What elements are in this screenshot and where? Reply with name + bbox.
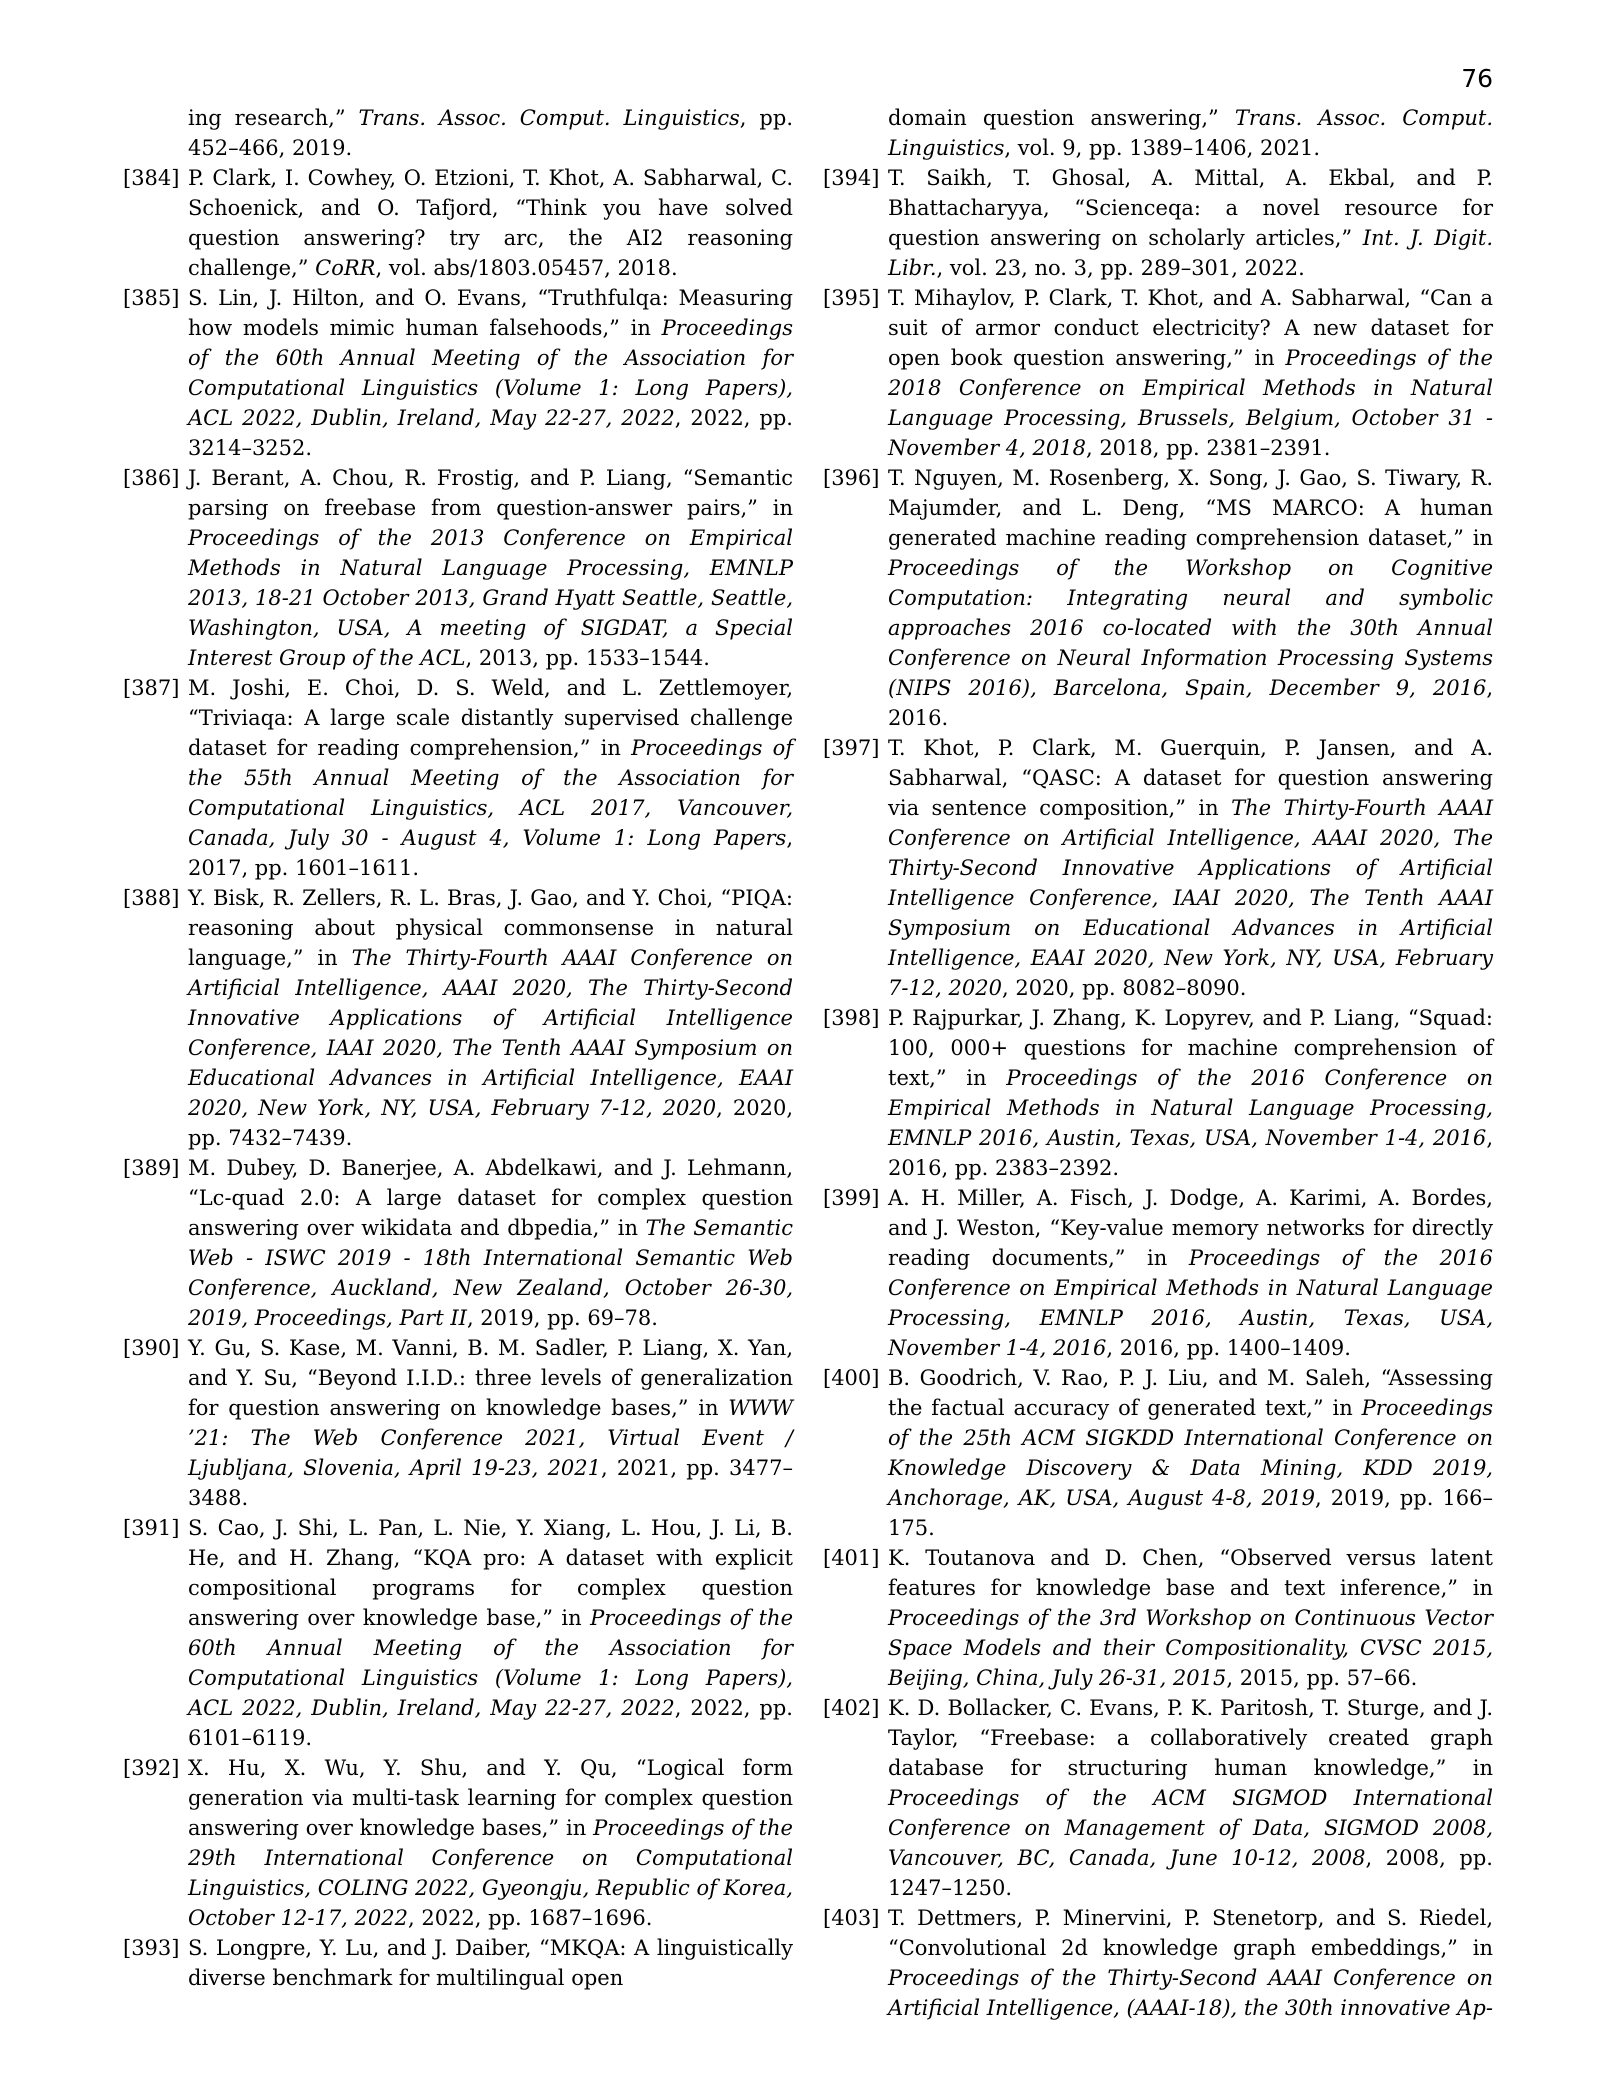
reference-venue-text: Proceedings of the ACM SIGMOD International Conference on Management of Data, SIGMOD 2008, Vancouver, BC, Canada, June 10-12, 2008 (888, 1786, 1493, 1870)
reference-text: P. Rajpurkar, J. Zhang, K. Lopyrev, and P. Liang, “Squad: 100, 000+ questions for machine comprehension of text,” in (888, 1006, 1493, 1090)
reference-text: , 2018, pp. 2381–2391. (1085, 436, 1331, 460)
reference-venue-text: Proceedings of the Workshop on Cognitive Computation: Integrating neural and symbolic approaches 2016 co-located with the 30th Annual Conference on Neural Information Processing Systems (NIPS 2016), Barcelona, Spain, December 9, 2016 (888, 556, 1493, 700)
reference-venue-text: Proceedings of the 2013 Conference on Empirical Methods in Natural Language Processing, EMNLP 2013, 18-21 October 2013, Grand Hyatt Seattle, Seattle, Washington, USA, A meeting of SIGDAT, a Special Interest Group of the ACL (188, 526, 793, 670)
reference-text: , 2020, pp. 8082–8090. (1001, 976, 1247, 1000)
reference-text: , vol. 23, no. 3, pp. 289–301, 2022. (936, 256, 1305, 280)
reference-venue-text: Int. J. Digit. Libr. (888, 226, 1493, 280)
reference-text: S. Longpre, Y. Lu, and J. Daiber, “MKQA: A linguistically diverse benchmark for multilingual open (188, 1936, 793, 1990)
reference-label: [396] (823, 466, 880, 490)
reference-text: , 2016. (888, 676, 1493, 730)
reference-text: , 2015, pp. 57–66. (1226, 1666, 1418, 1690)
reference-continuation (823, 103, 1493, 163)
reference-text: , 2008, pp. 1247–1250. (888, 1846, 1493, 1900)
reference-venue-text: Proceedings of the 3rd Workshop on Continuous Vector Space Models and their Compositionality, CVSC 2015, Beijing, China, July 26-31, 2015 (888, 1606, 1493, 1690)
reference-item (823, 463, 1493, 733)
reference-label: [399] (823, 1186, 880, 1210)
reference-label: [386] (123, 466, 180, 490)
reference-label: [401] (823, 1546, 880, 1570)
reference-item (823, 1693, 1493, 1903)
reference-text: J. Berant, A. Chou, R. Frostig, and P. Liang, “Semantic parsing on freebase from question-answer pairs,” in (188, 466, 793, 520)
reference-text: , 2022, pp. 3214–3252. (188, 406, 793, 460)
reference-text: M. Joshi, E. Choi, D. S. Weld, and L. Zettlemoyer, “Triviaqa: A large scale distantly supervised challenge dataset for reading comprehension,” in (188, 676, 793, 760)
reference-text: S. Cao, J. Shi, L. Pan, L. Nie, Y. Xiang, L. Hou, J. Li, B. He, and H. Zhang, “KQA pro: A dataset with explicit compositional programs for complex question answering over knowledge base,” in (188, 1516, 793, 1630)
reference-text: , 2021, pp. 3477–3488. (188, 1456, 793, 1510)
reference-venue-text: Proceedings of the 55th Annual Meeting of the Association for Computational Linguistics, ACL 2017, Vancouver, Canada, July 30 - August 4, Volume 1: Long Papers (188, 736, 793, 850)
reference-label: [391] (123, 1516, 180, 1540)
reference-item (123, 1153, 793, 1333)
reference-label: [392] (123, 1756, 180, 1780)
reference-item (123, 1933, 793, 1993)
reference-text: T. Saikh, T. Ghosal, A. Mittal, A. Ekbal, and P. Bhattacharyya, “Scienceqa: a novel resource for question answering on scholarly articles,” (888, 166, 1493, 250)
reference-text: K. Toutanova and D. Chen, “Observed versus latent features for knowledge base and text inference,” in (888, 1546, 1493, 1600)
reference-item (123, 283, 793, 463)
reference-venue-text: The Thirty-Fourth AAAI Conference on Artificial Intelligence, AAAI 2020, The Thirty-Second Innovative Applications of Artificial Intelligence Conference, IAAI 2020, The Tenth AAAI Symposium on Educational Advances in Artificial Intelligence, EAAI 2020, New York, NY, USA, February 7-12, 2020 (888, 796, 1493, 1000)
reference-venue-text: WWW ’21: The Web Conference 2021, Virtual Event / Ljubljana, Slovenia, April 19-23, 2021 (188, 1396, 793, 1480)
reference-venue-text: Proceedings of the 60th Annual Meeting of the Association for Computational Linguistics (Volume 1: Long Papers), ACL 2022, Dublin, Ireland, May 22-27, 2022 (188, 1606, 793, 1720)
reference-item (123, 1513, 793, 1753)
reference-text: B. Goodrich, V. Rao, P. J. Liu, and M. Saleh, “Assessing the factual accuracy of generated text,” in (888, 1366, 1493, 1420)
reference-text: A. H. Miller, A. Fisch, J. Dodge, A. Karimi, A. Bordes, and J. Weston, “Key-value memory networks for directly reading documents,” in (888, 1186, 1493, 1270)
reference-label: [403] (823, 1906, 880, 1930)
reference-venue-text: Trans. Assoc. Comput. Linguistics (888, 106, 1493, 160)
references-column-left (123, 103, 793, 1993)
reference-venue-text: Proceedings of the 29th International Conference on Computational Linguistics, COLING 2022, Gyeongju, Republic of Korea, October 12-17, 2022 (188, 1816, 793, 1930)
reference-venue-text: Proceedings of the Thirty-Second AAAI Conference on Artificial Intelligence, (AAAI-18), the 30th innovative Ap- (888, 1966, 1493, 2020)
references-column-right (823, 103, 1493, 2023)
reference-text: M. Dubey, D. Banerjee, A. Abdelkawi, and J. Lehmann, “Lc-quad 2.0: A large dataset for complex question answering over wikidata and dbpedia,” in (188, 1156, 793, 1240)
reference-item (123, 163, 793, 283)
reference-venue-text: Proceedings of the 2016 Conference on Empirical Methods in Natural Language Processing, EMNLP 2016, Austin, Texas, USA, November 1-4, 2016 (888, 1246, 1494, 1360)
reference-item (823, 1543, 1493, 1693)
reference-text: , vol. 9, pp. 1389–1406, 2021. (1004, 136, 1321, 160)
reference-item (823, 1183, 1493, 1363)
reference-label: [397] (823, 736, 880, 760)
reference-text: domain question answering,” (888, 106, 1235, 130)
reference-text: ing research,” (188, 106, 359, 130)
reference-venue-text: The Semantic Web - ISWC 2019 - 18th International Semantic Web Conference, Auckland, New Zealand, October 26-30, 2019, Proceedings, Part II (188, 1216, 793, 1330)
reference-item (123, 1753, 793, 1933)
reference-text: , vol. abs/1803.05457, 2018. (375, 256, 678, 280)
reference-text: , 2019, pp. 69–78. (466, 1306, 658, 1330)
reference-label: [390] (123, 1336, 180, 1360)
reference-text: Y. Bisk, R. Zellers, R. L. Bras, J. Gao, and Y. Choi, “PIQA: reasoning about physical commonsense in natural language,” in (188, 886, 793, 970)
reference-venue-text: Proceedings of the 2016 Conference on Empirical Methods in Natural Language Processing, EMNLP 2016, Austin, Texas, USA, November 1-4, 2016 (888, 1066, 1493, 1150)
reference-text: , pp. 452–466, 2019. (188, 106, 793, 160)
reference-label: [389] (123, 1156, 180, 1180)
reference-venue-text: The Thirty-Fourth AAAI Conference on Artificial Intelligence, AAAI 2020, The Thirty-Second Innovative Applications of Artificial Intelligence Conference, IAAI 2020, The Tenth AAAI Symposium on Educational Advances in Artificial Intelligence, EAAI 2020, New York, NY, USA, February 7-12, 2020 (188, 946, 793, 1120)
reference-label: [393] (123, 1936, 180, 1960)
reference-text: , 2016, pp. 2383–2392. (888, 1126, 1493, 1180)
reference-venue-text: Trans. Assoc. Comput. Linguistics (358, 106, 740, 130)
reference-item (123, 883, 793, 1153)
reference-text: , 2013, pp. 1533–1544. (465, 646, 710, 670)
reference-venue-text: Proceedings of the 60th Annual Meeting of the Association for Computational Linguistics (Volume 1: Long Papers), ACL 2022, Dublin, Ireland, May 22-27, 2022 (188, 316, 793, 430)
reference-label: [400] (823, 1366, 880, 1390)
reference-text: T. Dettmers, P. Minervini, P. Stenetorp, and S. Riedel, “Convolutional 2d knowledge graph embeddings,” in (888, 1906, 1493, 1960)
reference-text: , 2020, pp. 7432–7439. (188, 1096, 793, 1150)
reference-item (123, 1333, 793, 1513)
reference-label: [387] (123, 676, 180, 700)
reference-text: T. Khot, P. Clark, M. Guerquin, P. Jansen, and A. Sabharwal, “QASC: A dataset for question answering via sentence composition,” in (888, 736, 1493, 820)
reference-item (823, 1363, 1493, 1543)
reference-venue-text: Proceedings of the 2018 Conference on Empirical Methods in Natural Language Processing, Brussels, Belgium, October 31 - November 4, 2018 (888, 346, 1493, 460)
reference-text: , 2019, pp. 166–175. (888, 1486, 1493, 1540)
reference-text: S. Lin, J. Hilton, and O. Evans, “Truthfulqa: Measuring how models mimic human falsehoods,” in (188, 286, 793, 340)
reference-item (823, 283, 1493, 463)
reference-label: [385] (123, 286, 180, 310)
reference-text: K. D. Bollacker, C. Evans, P. K. Paritosh, T. Sturge, and J. Taylor, “Freebase: a collaboratively created graph database for structuring human knowledge,” in (888, 1696, 1493, 1780)
reference-venue-text: CoRR (315, 256, 376, 280)
reference-item (823, 163, 1493, 283)
reference-venue-text: Proceedings of the 25th ACM SIGKDD International Conference on Knowledge Discovery & Data Mining, KDD 2019, Anchorage, AK, USA, August 4-8, 2019 (888, 1396, 1493, 1510)
reference-item (823, 1903, 1493, 2023)
reference-item (823, 733, 1493, 1003)
reference-text: , 2017, pp. 1601–1611. (188, 826, 793, 880)
reference-item (123, 463, 793, 673)
reference-label: [394] (823, 166, 880, 190)
reference-label: [388] (123, 886, 180, 910)
reference-item (123, 673, 793, 883)
reference-label: [395] (823, 286, 880, 310)
reference-label: [398] (823, 1006, 880, 1030)
page-number: 76 (1461, 64, 1493, 93)
reference-text: T. Nguyen, M. Rosenberg, X. Song, J. Gao, S. Tiwary, R. Majumder, and L. Deng, “MS MARCO: A human generated machine reading comprehension dataset,” in (888, 466, 1493, 550)
reference-text: X. Hu, X. Wu, Y. Shu, and Y. Qu, “Logical form generation via multi-task learning for complex question answering over knowledge bases,” in (188, 1756, 793, 1840)
reference-text: , 2016, pp. 1400–1409. (1106, 1336, 1351, 1360)
reference-text: T. Mihaylov, P. Clark, T. Khot, and A. Sabharwal, “Can a suit of armor conduct electricity? A new dataset for open book question answering,” in (888, 286, 1493, 370)
reference-label: [384] (123, 166, 180, 190)
reference-text: Y. Gu, S. Kase, M. Vanni, B. M. Sadler, P. Liang, X. Yan, and Y. Su, “Beyond I.I.D.: three levels of generalization for question answering on knowledge bases,” in (188, 1336, 793, 1420)
reference-label: [402] (823, 1696, 880, 1720)
reference-continuation (123, 103, 793, 163)
reference-text: P. Clark, I. Cowhey, O. Etzioni, T. Khot, A. Sabharwal, C. Schoenick, and O. Tafjord, “Think you have solved question answering? try arc, the AI2 reasoning challenge,” (188, 166, 793, 280)
reference-item (823, 1003, 1493, 1183)
reference-text: , 2022, pp. 1687–1696. (407, 1906, 653, 1930)
reference-text: , 2022, pp. 6101–6119. (188, 1696, 793, 1750)
